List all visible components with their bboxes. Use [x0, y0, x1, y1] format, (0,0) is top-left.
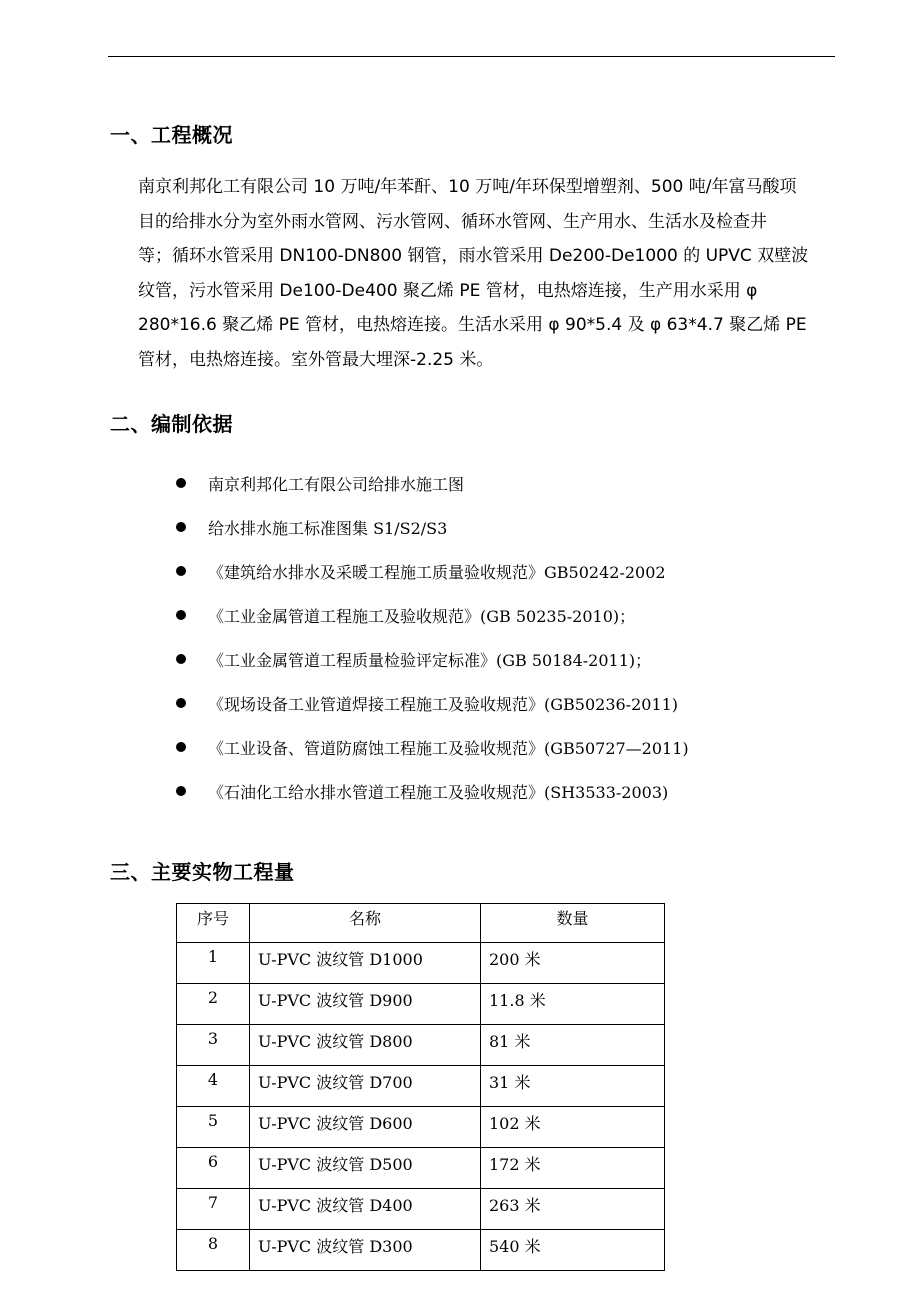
table-row: [177, 1148, 665, 1189]
bullet-icon: [176, 654, 186, 664]
project-overview-paragraph: [138, 170, 838, 377]
table-row: [177, 1066, 665, 1107]
column-header-no: 序号: [177, 904, 250, 943]
paragraph-line: 南京利邦化工有限公司 10 万吨/年苯酐、10 万吨/年环保型增塑剂、500 吨/年富马酸项: [138, 177, 797, 197]
table-row: [177, 1107, 665, 1148]
bullet-icon: [176, 742, 186, 752]
bullet-icon: [176, 522, 186, 532]
table-row: [177, 1230, 665, 1271]
list-item: [176, 461, 689, 505]
cell-name: U-PVC 波纹管 D300: [250, 1230, 481, 1271]
paragraph-line: 等；循环水管采用 DN100-DN800 钢管，雨水管采用 De200-De1000 的 UPVC 双壁波: [138, 246, 809, 266]
list-item-text: 《工业设备、管道防腐蚀工程施工及验收规范》(GB50727—2011): [208, 738, 689, 758]
cell-qty: 102 米: [481, 1107, 665, 1148]
cell-name: U-PVC 波纹管 D500: [250, 1148, 481, 1189]
cell-qty: 263 米: [481, 1189, 665, 1230]
cell-qty: 31 米: [481, 1066, 665, 1107]
cell-no: 8: [177, 1230, 250, 1271]
basis-list: [176, 461, 689, 813]
list-item: [176, 637, 689, 681]
list-item: [176, 769, 689, 813]
paragraph-line: 纹管，污水管采用 De100-De400 聚乙烯 PE 管材，电热熔连接，生产用水采用 φ: [138, 280, 758, 301]
cell-no: 5: [177, 1107, 250, 1148]
cell-no: 7: [177, 1189, 250, 1230]
bullet-icon: [176, 478, 186, 488]
cell-qty: 81 米: [481, 1025, 665, 1066]
cell-qty: 11.8 米: [481, 984, 665, 1025]
header-rule: [108, 56, 835, 57]
table-row: [177, 1189, 665, 1230]
list-item-text: 给水排水施工标准图集 S1/S2/S3: [208, 518, 448, 538]
list-item-text: 《工业金属管道工程施工及验收规范》(GB 50235-2010)；: [208, 606, 636, 626]
paragraph-line: 目的给排水分为室外雨水管网、污水管网、循环水管网、生产用水、生活水及检查井: [138, 211, 767, 232]
list-item: [176, 725, 689, 769]
column-header-qty: 数量: [481, 904, 665, 943]
cell-no: 2: [177, 984, 250, 1025]
bullet-icon: [176, 610, 186, 620]
list-item-text: 《石油化工给水排水管道工程施工及验收规范》(SH3533-2003): [208, 782, 669, 802]
cell-name: U-PVC 波纹管 D400: [250, 1189, 481, 1230]
table-row: [177, 984, 665, 1025]
list-item: [176, 505, 689, 549]
cell-no: 1: [177, 943, 250, 984]
table-header-row: [177, 904, 665, 943]
column-header-name: 名称: [250, 904, 481, 943]
bullet-icon: [176, 566, 186, 576]
table-row: [177, 943, 665, 984]
list-item: [176, 549, 689, 593]
cell-no: 4: [177, 1066, 250, 1107]
cell-name: U-PVC 波纹管 D700: [250, 1066, 481, 1107]
cell-qty: 540 米: [481, 1230, 665, 1271]
cell-name: U-PVC 波纹管 D800: [250, 1025, 481, 1066]
quantity-table: [176, 903, 665, 1271]
list-item-text: 南京利邦化工有限公司给排水施工图: [208, 474, 465, 494]
cell-no: 6: [177, 1148, 250, 1189]
list-item: [176, 681, 689, 725]
section-3-heading: 三、主要实物工程量: [110, 860, 295, 884]
cell-name: U-PVC 波纹管 D900: [250, 984, 481, 1025]
list-item: [176, 593, 689, 637]
cell-qty: 172 米: [481, 1148, 665, 1189]
cell-qty: 200 米: [481, 943, 665, 984]
list-item-text: 《工业金属管道工程质量检验评定标准》(GB 50184-2011)；: [208, 650, 652, 670]
cell-name: U-PVC 波纹管 D600: [250, 1107, 481, 1148]
table-row: [177, 1025, 665, 1066]
list-item-text: 《建筑给水排水及采暖工程施工质量验收规范》GB50242-2002: [208, 562, 666, 582]
section-2-heading: 二、编制依据: [110, 412, 233, 436]
cell-name: U-PVC 波纹管 D1000: [250, 943, 481, 984]
bullet-icon: [176, 698, 186, 708]
paragraph-line: 280*16.6 聚乙烯 PE 管材，电热熔连接。生活水采用 φ 90*5.4 及 φ 63*4.7 聚乙烯 PE: [138, 315, 807, 335]
paragraph-line: 管材，电热熔连接。室外管最大埋深-2.25 米。: [138, 349, 494, 370]
list-item-text: 《现场设备工业管道焊接工程施工及验收规范》(GB50236-2011): [208, 694, 679, 714]
cell-no: 3: [177, 1025, 250, 1066]
bullet-icon: [176, 786, 186, 796]
section-1-heading: 一、工程概况: [110, 123, 233, 147]
